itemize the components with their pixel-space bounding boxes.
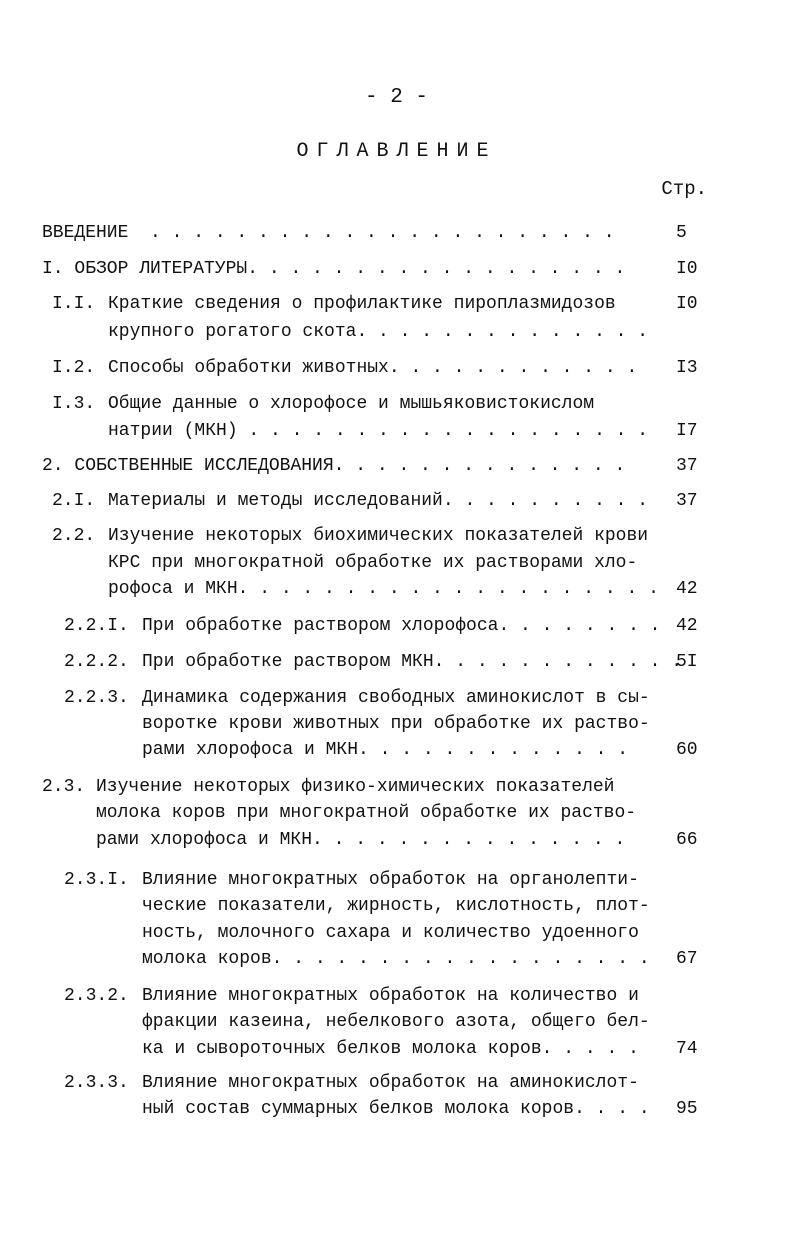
toc-entry-number: 2.2.3.: [64, 688, 129, 708]
toc-page-number: I0: [676, 294, 698, 314]
toc-entry-text: рофоса и МКН. . . . . . . . . . . . . . . . . . . .: [108, 579, 659, 599]
toc-entry-text: ка и сывороточных белков молока коров. . . . .: [142, 1039, 639, 1059]
toc-entry-text: молока коров. . . . . . . . . . . . . . . . . .: [142, 949, 650, 969]
toc-entry-text: рами хлорофоса и МКН. . . . . . . . . . . . . . .: [96, 830, 626, 850]
toc-page-number: 60: [676, 740, 698, 760]
toc-page-number: 42: [676, 579, 698, 599]
toc-page-number: 95: [676, 1099, 698, 1119]
toc-entry-text: рами хлорофоса и МКН. . . . . . . . . . . . .: [142, 740, 629, 760]
toc-entry-text: 2. СОБСТВЕННЫЕ ИССЛЕДОВАНИЯ. . . . . . . . . . . . . .: [42, 456, 626, 476]
toc-entry-text: молока коров при многократной обработке их раство-: [96, 803, 637, 823]
toc-entry-number: 2.2.2.: [64, 652, 129, 672]
toc-entry-text: Материалы и методы исследований. . . . . . . . . .: [108, 491, 649, 511]
toc-entry-text: Влияние многократных обработок на аминокислот-: [142, 1073, 639, 1093]
toc-entry-text: воротке крови животных при обработке их раство-: [142, 714, 650, 734]
toc-entry-text: КРС при многократной обработке их растворами хло-: [108, 553, 638, 573]
toc-entry-number: 2.2.I.: [64, 616, 129, 636]
toc-entry-text: Изучение некоторых биохимических показателей крови: [108, 526, 649, 546]
toc-entry-number: 2.3.2.: [64, 986, 129, 1006]
toc-page-number: I7: [676, 421, 698, 441]
toc-entry-text: I. ОБЗОР ЛИТЕРАТУРЫ. . . . . . . . . . . . . . . . . .: [42, 259, 626, 279]
toc-entry-text: Влияние многократных обработок на органолепти-: [142, 870, 639, 890]
toc-entry-number: 2.3.: [42, 777, 86, 797]
toc-page-number: I0: [676, 259, 698, 279]
toc-entry-text: Влияние многократных обработок на количество и: [142, 986, 639, 1006]
page-number: - 2 -: [364, 86, 428, 109]
toc-entry-text: Динамика содержания свободных аминокислот в сы-: [142, 688, 650, 708]
toc-entry-number: 2.3.I.: [64, 870, 129, 890]
toc-entry-text: натрии (МКН) . . . . . . . . . . . . . . . . . . .: [108, 421, 649, 441]
toc-entry-number: I.I.: [52, 294, 96, 314]
toc-entry-text: Краткие сведения о профилактике пироплазмидозов: [108, 294, 616, 314]
toc-entry-text: При обработке раствором хлорофоса. . . . . . . .: [142, 616, 661, 636]
page-title: ОГЛАВЛЕНИЕ: [296, 140, 497, 163]
toc-entry-text: крупного рогатого скота. . . . . . . . . . . . . .: [108, 322, 649, 342]
toc-entry-number: 2.3.3.: [64, 1073, 129, 1093]
toc-page-number: 37: [676, 456, 698, 476]
toc-page-number: 5I: [676, 652, 698, 672]
toc-entry-text: Способы обработки животных. . . . . . . . . . . .: [108, 358, 638, 378]
toc-entry-text: ческие показатели, жирность, кислотность, плот-: [142, 896, 650, 916]
toc-page-number: 74: [676, 1039, 698, 1059]
toc-entry-number: I.3.: [52, 394, 96, 414]
toc-page-number: 5: [676, 223, 687, 243]
toc-entry-number: I.2.: [52, 358, 96, 378]
toc-page-number: 67: [676, 949, 698, 969]
toc-entry-text: ВВЕДЕНИЕ . . . . . . . . . . . . . . . . . . . . . .: [42, 223, 615, 243]
toc-entry-text: ность, молочного сахара и количество удоенного: [142, 923, 639, 943]
toc-entry-text: При обработке раствором МКН. . . . . . . . . . . .: [142, 652, 683, 672]
toc-entry-text: ный состав суммарных белков молока коров. . . .: [142, 1099, 650, 1119]
toc-page-number: 37: [676, 491, 698, 511]
toc-page-number: I3: [676, 358, 698, 378]
toc-page-number: 42: [676, 616, 698, 636]
toc-entry-text: фракции казеина, небелкового азота, общего бел-: [142, 1012, 650, 1032]
toc-entry-text: Общие данные о хлорофосе и мышьяковистокислом: [108, 394, 595, 414]
toc-page-number: 66: [676, 830, 698, 850]
toc-entry-number: 2.2.: [52, 526, 96, 546]
page-column-label: Стр.: [661, 178, 707, 200]
toc-entry-number: 2.I.: [52, 491, 96, 511]
toc-entry-text: Изучение некоторых физико-химических показателей: [96, 777, 615, 797]
